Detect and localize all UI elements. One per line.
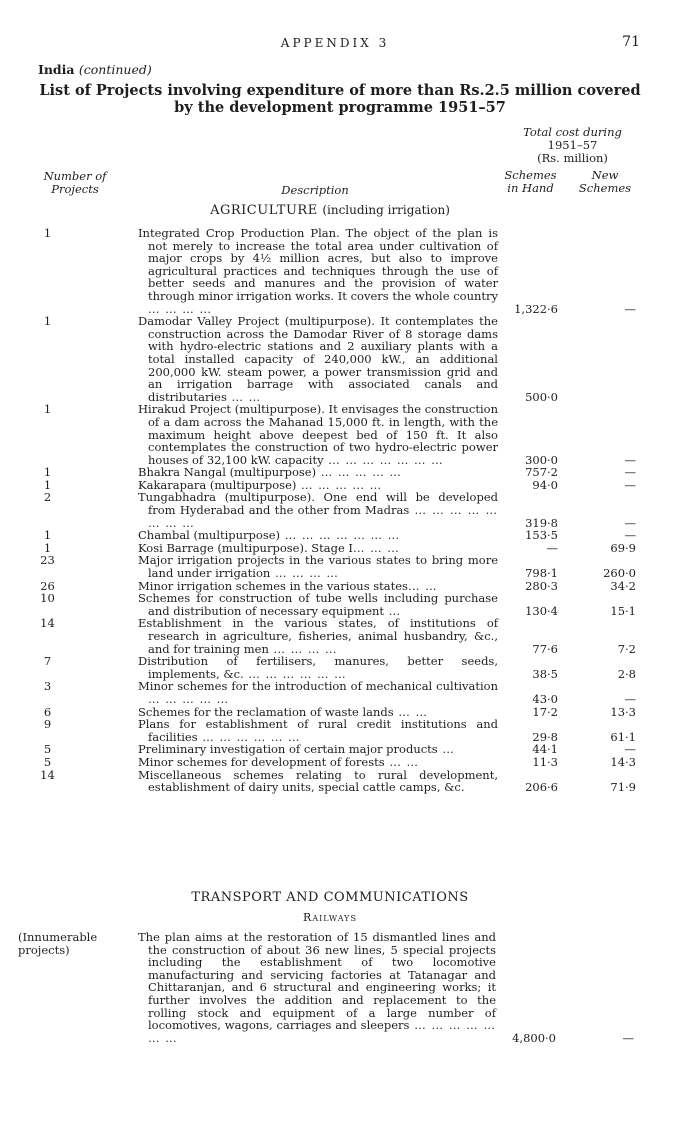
schemes-in-hand-value: 94·0 xyxy=(532,477,558,492)
project-description: Plans for establishment of rural credit institutions and facilities … … … … … … xyxy=(138,717,498,744)
table-row xyxy=(0,227,700,315)
country-name: India xyxy=(38,62,75,77)
new-schemes-value: 2·8 xyxy=(617,666,636,681)
table-row xyxy=(0,931,700,1044)
schemes-in-hand-value: 280·3 xyxy=(525,578,558,593)
project-count: 3 xyxy=(43,679,52,694)
project-description: Major irrigation projects in the various states to bring more land under irrigation … … … … xyxy=(138,553,498,581)
schemes-in-hand-value: 206·6 xyxy=(525,780,558,795)
country-heading xyxy=(38,62,152,77)
project-description: Damodar Valley Project (multipurpose). It contemplates the construction across the Damodar River of 8 storage dams with hydro-electric stations and 2 auxiliary plants with a total installed capacity of 240,000 kW., an additional 200,000 kW. steam power, a power transmission grid and an irrigation barrage with associated canals and distributaries … … xyxy=(138,314,498,404)
project-description: Schemes for construction of tube wells including purchase and distribution of necessary equipment … xyxy=(138,591,498,618)
project-count: 2 xyxy=(43,490,52,505)
table-row xyxy=(0,718,700,743)
new-schemes-value: 61·1 xyxy=(610,729,636,744)
project-description: Distribution of fertilisers, manures, better seeds, implements, &c. … … … … … … xyxy=(138,654,498,681)
column-headers xyxy=(0,126,700,196)
project-description: Tungabhadra (multipurpose). One end will be developed from Hyderabad and the other from Madras … … … … … … … … xyxy=(138,490,498,530)
project-description: The plan aims at the restoration of 15 dismantled lines and the construction of about 36 new lines, 5 special projects including the establishment of two locomotive manufacturing and servicing factories at Tatanagar and Chittaranjan, and 6 structural and engineering works; it further involves the addition and replacement to the rolling stock and equipment of a large number of locomotives, wagons, carriages and sleepers … … … … … … … xyxy=(138,930,496,1045)
new-schemes-header: New Schemes xyxy=(578,168,632,195)
railways-subheading: Railways xyxy=(303,911,357,924)
project-count: 9 xyxy=(43,717,52,732)
new-schemes-value: — xyxy=(624,528,636,543)
continued-note: (continued) xyxy=(78,62,152,77)
schemes-in-hand-value: 44·1 xyxy=(532,742,558,757)
project-description: Kakarapara (multipurpose) … … … … … xyxy=(138,477,383,492)
project-description: Establishment in the various states, of institutions of research in agriculture, fisheries, animal husbandry, &c., and for training men … … … … xyxy=(138,616,498,656)
project-description: Hirakud Project (multipurpose). It envisages the construction of a dam across the Mahanad 15,000 ft. in length, with the maximum height above deepest bed of 150 ft. It also contemplates the construction of two hydro-electric power houses of 32,100 kW. capacity … … … … … … … xyxy=(138,402,498,467)
project-count: 26 xyxy=(40,578,55,593)
project-count: 23 xyxy=(40,553,55,568)
new-schemes-value: — xyxy=(624,452,636,467)
new-schemes-value: — xyxy=(624,477,636,492)
project-count: 1 xyxy=(43,540,52,555)
schemes-in-hand-value: 798·1 xyxy=(525,566,558,581)
schemes-in-hand-header: Schemes in Hand xyxy=(504,168,557,195)
project-description: Bhakra Nangal (multipurpose) … … … … … xyxy=(138,465,402,480)
project-count: 1 xyxy=(43,528,52,543)
agriculture-section-heading: AGRICULTURE (including irrigation) xyxy=(210,203,450,218)
table-row xyxy=(0,315,700,403)
project-count: 1 xyxy=(43,226,52,240)
new-schemes-value: — xyxy=(624,691,636,706)
count-column-header: Number of Projects xyxy=(43,169,107,196)
project-description: Minor irrigation schemes in the various states… … xyxy=(138,578,438,593)
railways-table xyxy=(0,931,700,1044)
schemes-in-hand-value: 1,322·6 xyxy=(514,301,558,316)
project-count: 1 xyxy=(43,314,52,329)
page-header xyxy=(0,36,700,52)
table-row xyxy=(0,491,700,529)
new-schemes-value: — xyxy=(624,742,636,757)
project-count: (Innumerable projects) xyxy=(18,930,98,957)
schemes-in-hand-value: 757·2 xyxy=(525,465,558,480)
new-schemes-value: — xyxy=(624,465,636,480)
transport-section-heading: TRANSPORT AND COMMUNICATIONS xyxy=(191,890,469,905)
schemes-in-hand-value: 43·0 xyxy=(532,691,558,706)
cost-column-header: Total cost during 1951–57 (Rs. million) xyxy=(523,125,622,165)
project-count: 7 xyxy=(43,654,52,669)
table-row xyxy=(0,554,700,579)
new-schemes-value: 260·0 xyxy=(603,566,636,581)
project-count: 14 xyxy=(40,767,55,782)
project-count: 1 xyxy=(43,402,52,417)
table-row xyxy=(0,680,700,705)
schemes-in-hand-value: 300·0 xyxy=(525,452,558,467)
description-column-header: Description xyxy=(281,183,349,197)
project-count: 14 xyxy=(40,616,55,631)
new-schemes-value: — xyxy=(624,301,636,316)
schemes-in-hand-value: 17·2 xyxy=(532,704,558,719)
schemes-in-hand-value: 29·8 xyxy=(532,729,558,744)
schemes-in-hand-value: 153·5 xyxy=(525,528,558,543)
schemes-in-hand-value: 4,800·0 xyxy=(512,1030,556,1045)
new-schemes-value: 14·3 xyxy=(610,754,636,769)
new-schemes-value: 34·2 xyxy=(610,578,636,593)
table-row xyxy=(0,655,700,680)
new-schemes-value: 13·3 xyxy=(610,704,636,719)
page-title: List of Projects involving expenditure of more than Rs.2.5 million covered by the development programme 1951–57 xyxy=(39,82,641,116)
project-description: Chambal (multipurpose) … … … … … … … xyxy=(138,528,401,543)
project-count: 10 xyxy=(40,591,55,606)
project-count: 1 xyxy=(43,477,52,492)
new-schemes-value: — xyxy=(622,1030,634,1045)
table-row xyxy=(0,617,700,655)
schemes-in-hand-value: 11·3 xyxy=(532,754,558,769)
schemes-in-hand-value: 500·0 xyxy=(525,389,558,404)
project-description: Minor schemes for development of forests … … xyxy=(138,754,419,769)
project-count: 5 xyxy=(43,754,52,769)
project-count: 1 xyxy=(43,465,52,480)
agriculture-table xyxy=(0,227,700,794)
schemes-in-hand-value: 319·8 xyxy=(525,515,558,530)
new-schemes-value: 7·2 xyxy=(617,641,636,656)
schemes-in-hand-value: 130·4 xyxy=(525,603,558,618)
new-schemes-value: 15·1 xyxy=(610,603,636,618)
new-schemes-value: — xyxy=(624,515,636,530)
schemes-in-hand-value: 77·6 xyxy=(532,641,558,656)
new-schemes-value: 69·9 xyxy=(610,540,636,555)
project-count: 6 xyxy=(43,704,52,719)
page-number: 71 xyxy=(622,34,640,50)
project-description: Preliminary investigation of certain major products … xyxy=(138,742,455,757)
new-schemes-value: 71·9 xyxy=(610,780,636,795)
project-count: 5 xyxy=(43,742,52,757)
project-description: Kosi Barrage (multipurpose). Stage I… … … xyxy=(138,540,400,555)
project-description: Miscellaneous schemes relating to rural development, establishment of dairy units, special cattle camps, &c. xyxy=(138,767,498,795)
project-description: Integrated Crop Production Plan. The object of the plan is not merely to increase the total area under cultivation of major crops by 4½ million acres, but also to improve agricultural practices and techniques through the use of better seeds and manures and the provision of water through minor irrigation works. It covers the whole country … … … … xyxy=(138,226,498,316)
table-row xyxy=(0,403,700,466)
table-row xyxy=(0,769,700,794)
project-description: Minor schemes for the introduction of mechanical cultivation … … … … … xyxy=(138,679,498,706)
schemes-in-hand-value: — xyxy=(546,540,558,555)
running-title: APPENDIX 3 xyxy=(280,36,390,50)
table-row xyxy=(0,592,700,617)
project-description: Schemes for the reclamation of waste lands … … xyxy=(138,704,428,719)
schemes-in-hand-value: 38·5 xyxy=(532,666,558,681)
